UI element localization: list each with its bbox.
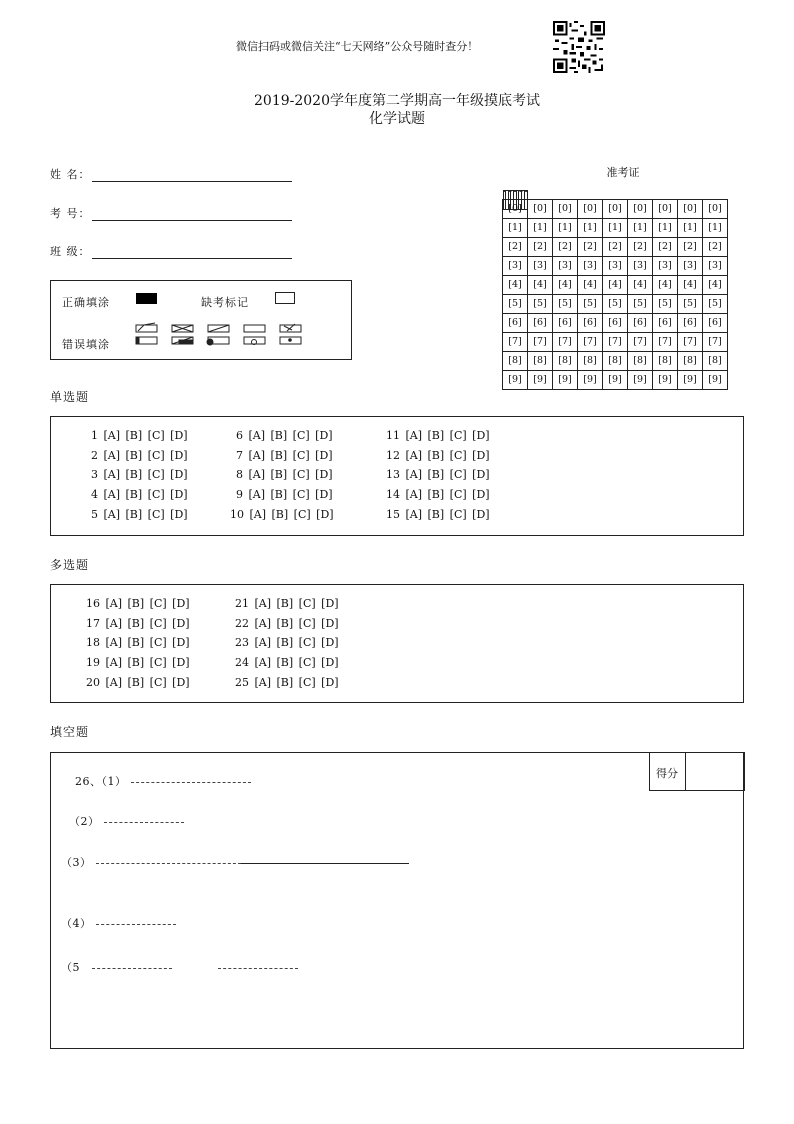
grid-write-cell[interactable]	[524, 190, 527, 209]
grid-digit-bubble[interactable]: [0]	[628, 200, 653, 219]
grid-digit-bubble[interactable]: [8]	[653, 352, 678, 371]
correct-fill-label: 正确填涂	[62, 296, 110, 309]
q26-part3-blank[interactable]	[96, 862, 241, 864]
exam-number-label: 考 号：	[50, 207, 91, 220]
grid-digit-bubble[interactable]: [6]	[678, 314, 703, 333]
class-field[interactable]	[92, 258, 292, 259]
grid-digit-bubble[interactable]: [9]	[578, 371, 603, 390]
grid-digit-bubble[interactable]: [8]	[503, 352, 528, 371]
grid-digit-bubble[interactable]: [6]	[553, 314, 578, 333]
answer-row[interactable]: 19 [A] [B] [C] [D]	[86, 656, 190, 669]
multi-choice-box	[50, 584, 744, 703]
grid-digit-bubble[interactable]: [0]	[603, 200, 628, 219]
grid-digit-bubble[interactable]: [5]	[653, 295, 678, 314]
score-input-cell[interactable]	[685, 752, 745, 791]
grid-digit-bubble[interactable]: [6]	[703, 314, 728, 333]
grid-digit-bubble[interactable]: [3]	[528, 257, 553, 276]
grid-digit-bubble[interactable]: [3]	[603, 257, 628, 276]
grid-digit-bubble[interactable]: [6]	[603, 314, 628, 333]
grid-digit-bubble[interactable]: [5]	[603, 295, 628, 314]
grid-digit-bubble[interactable]: [6]	[628, 314, 653, 333]
grid-digit-bubble[interactable]: [9]	[703, 371, 728, 390]
grid-digit-bubble[interactable]: [8]	[703, 352, 728, 371]
answer-row[interactable]: 22 [A] [B] [C] [D]	[235, 617, 339, 630]
q26-part5	[61, 959, 298, 975]
grid-digit-bubble[interactable]: [8]	[628, 352, 653, 371]
grid-digit-bubble[interactable]: [0]	[653, 200, 678, 219]
grid-digit-bubble[interactable]: [5]	[503, 295, 528, 314]
grid-digit-bubble[interactable]: [9]	[553, 371, 578, 390]
grid-digit-bubble[interactable]: [9]	[528, 371, 553, 390]
answer-row[interactable]: 8 [A] [B] [C] [D]	[236, 468, 333, 481]
grid-digit-bubble[interactable]: [1]	[703, 219, 728, 238]
grid-digit-bubble[interactable]: [5]	[628, 295, 653, 314]
answer-row[interactable]: 7 [A] [B] [C] [D]	[236, 449, 333, 462]
answer-row[interactable]: 16 [A] [B] [C] [D]	[86, 597, 190, 610]
answer-row[interactable]: 25 [A] [B] [C] [D]	[235, 676, 339, 689]
grid-digit-bubble[interactable]: [5]	[553, 295, 578, 314]
grid-digit-bubble[interactable]: [5]	[703, 295, 728, 314]
grid-digit-bubble[interactable]: [3]	[503, 257, 528, 276]
absent-mark-label: 缺考标记	[201, 296, 249, 309]
grid-digit-bubble[interactable]: [8]	[578, 352, 603, 371]
fill-blank-box	[50, 752, 744, 1049]
grid-digit-bubble[interactable]: [1]	[678, 219, 703, 238]
q26-part1-label: 26、（1）	[75, 775, 127, 788]
grid-digit-bubble[interactable]: [1]	[503, 219, 528, 238]
answer-row[interactable]: 15 [A] [B] [C] [D]	[386, 508, 490, 521]
grid-digit-bubble[interactable]: [1]	[628, 219, 653, 238]
q26-part5-blank-1[interactable]	[92, 967, 172, 969]
grid-digit-bubble[interactable]: [6]	[528, 314, 553, 333]
admission-number-grid[interactable]	[502, 180, 728, 390]
grid-digit-bubble[interactable]: [5]	[578, 295, 603, 314]
multi-choice-title: 多选题	[50, 558, 90, 572]
admission-grid-title: 准考证	[606, 166, 640, 179]
grid-digit-bubble[interactable]: [7]	[503, 333, 528, 352]
grid-digit-bubble[interactable]: [4]	[553, 276, 578, 295]
q26-part3-label: （3）	[61, 856, 92, 869]
grid-digit-bubble[interactable]: [0]	[503, 200, 528, 219]
grid-digit-bubble[interactable]: [7]	[528, 333, 553, 352]
answer-row[interactable]: 11 [A] [B] [C] [D]	[386, 429, 490, 442]
grid-digit-bubble[interactable]: [4]	[653, 276, 678, 295]
grid-digit-bubble[interactable]: [0]	[678, 200, 703, 219]
grid-digit-bubble[interactable]: [4]	[703, 276, 728, 295]
grid-digit-bubble[interactable]: [4]	[603, 276, 628, 295]
grid-digit-bubble[interactable]: [2]	[603, 238, 628, 257]
grid-digit-bubble[interactable]: [7]	[628, 333, 653, 352]
single-choice-box	[50, 416, 744, 536]
answer-row[interactable]: 24 [A] [B] [C] [D]	[235, 656, 339, 669]
grid-digit-bubble[interactable]: [4]	[528, 276, 553, 295]
grid-digit-bubble[interactable]: [3]	[703, 257, 728, 276]
exam-number-field[interactable]	[92, 220, 292, 221]
answer-row[interactable]: 9 [A] [B] [C] [D]	[236, 488, 333, 501]
q26-part1-blank[interactable]	[131, 781, 251, 783]
grid-digit-bubble[interactable]: [8]	[528, 352, 553, 371]
grid-digit-bubble[interactable]: [2]	[678, 238, 703, 257]
answer-row[interactable]: 18 [A] [B] [C] [D]	[86, 636, 190, 649]
q26-part5-label: （5	[61, 961, 80, 974]
wrong-fill-samples-icon	[135, 322, 310, 346]
grid-digit-bubble[interactable]: [4]	[503, 276, 528, 295]
q26-part3-blank-solid[interactable]	[241, 862, 409, 864]
q26-part1	[75, 773, 251, 789]
grid-digit-bubble[interactable]: [0]	[703, 200, 728, 219]
answer-row[interactable]: 6 [A] [B] [C] [D]	[236, 429, 333, 442]
grid-digit-bubble[interactable]: [8]	[553, 352, 578, 371]
grid-digit-bubble[interactable]: [2]	[528, 238, 553, 257]
exam-subtitle: 化学试题	[369, 111, 425, 127]
answer-row[interactable]: 13 [A] [B] [C] [D]	[386, 468, 490, 481]
grid-digit-bubble[interactable]: [7]	[653, 333, 678, 352]
grid-digit-bubble[interactable]: [7]	[703, 333, 728, 352]
name-label: 姓 名：	[50, 168, 91, 181]
correct-fill-sample-icon	[136, 293, 157, 304]
grid-digit-bubble[interactable]: [3]	[678, 257, 703, 276]
grid-digit-bubble[interactable]: [2]	[653, 238, 678, 257]
answer-row[interactable]: 17 [A] [B] [C] [D]	[86, 617, 190, 630]
grid-digit-bubble[interactable]: [0]	[578, 200, 603, 219]
q26-part2	[69, 813, 184, 829]
q26-part2-label: （2）	[69, 815, 100, 828]
answer-row[interactable]: 2 [A] [B] [C] [D]	[91, 449, 188, 462]
grid-digit-bubble[interactable]: [8]	[678, 352, 703, 371]
grid-digit-bubble[interactable]: [7]	[578, 333, 603, 352]
grid-digit-bubble[interactable]: [0]	[553, 200, 578, 219]
grid-digit-bubble[interactable]: [3]	[553, 257, 578, 276]
answer-row[interactable]: 23 [A] [B] [C] [D]	[235, 636, 339, 649]
absent-mark-box[interactable]	[275, 292, 295, 304]
grid-digit-bubble[interactable]: [2]	[553, 238, 578, 257]
grid-digit-bubble[interactable]: [1]	[553, 219, 578, 238]
grid-digit-bubble[interactable]: [0]	[528, 200, 553, 219]
grid-digit-bubble[interactable]: [4]	[678, 276, 703, 295]
q26-part5-blank-2[interactable]	[218, 967, 298, 969]
q26-part4-blank[interactable]	[96, 923, 176, 925]
q26-part4	[61, 915, 176, 931]
grid-digit-bubble[interactable]: [6]	[653, 314, 678, 333]
answer-row[interactable]: 10 [A] [B] [C] [D]	[230, 508, 334, 521]
grid-digit-bubble[interactable]: [6]	[578, 314, 603, 333]
fill-legend	[50, 280, 352, 360]
grid-digit-bubble[interactable]: [7]	[603, 333, 628, 352]
grid-digit-bubble[interactable]: [3]	[653, 257, 678, 276]
grid-digit-bubble[interactable]: [9]	[678, 371, 703, 390]
wrong-fill-label: 错误填涂	[62, 338, 110, 351]
answer-row[interactable]: 20 [A] [B] [C] [D]	[86, 676, 190, 689]
answer-row[interactable]: 1 [A] [B] [C] [D]	[91, 429, 188, 442]
grid-digit-bubble[interactable]: [5]	[678, 295, 703, 314]
grid-digit-bubble[interactable]: [4]	[578, 276, 603, 295]
grid-digit-bubble[interactable]: [4]	[628, 276, 653, 295]
grid-digit-bubble[interactable]: [1]	[603, 219, 628, 238]
exam-title: 2019-2020学年度第二学期高一年级摸底考试	[254, 93, 540, 109]
q26-part4-label: （4）	[61, 917, 92, 930]
answer-row[interactable]: 21 [A] [B] [C] [D]	[235, 597, 339, 610]
grid-digit-bubble[interactable]: [3]	[578, 257, 603, 276]
score-label-cell	[649, 752, 686, 791]
fill-blank-title: 填空题	[50, 725, 90, 739]
scan-notice: 微信扫码或微信关注“七天网络”公众号随时查分！	[236, 40, 479, 53]
grid-digit-bubble[interactable]: [2]	[578, 238, 603, 257]
grid-digit-bubble[interactable]: [3]	[628, 257, 653, 276]
grid-digit-bubble[interactable]: [9]	[603, 371, 628, 390]
answer-row[interactable]: 5 [A] [B] [C] [D]	[91, 508, 188, 521]
grid-digit-bubble[interactable]: [7]	[553, 333, 578, 352]
qr-code-icon[interactable]	[553, 21, 605, 73]
score-label: 得分	[656, 767, 678, 780]
grid-digit-bubble[interactable]: [5]	[528, 295, 553, 314]
grid-digit-bubble[interactable]: [9]	[628, 371, 653, 390]
answer-row[interactable]: 3 [A] [B] [C] [D]	[91, 468, 188, 481]
name-field[interactable]	[92, 181, 292, 182]
grid-digit-bubble[interactable]: [2]	[703, 238, 728, 257]
q26-part3	[61, 854, 409, 870]
grid-digit-bubble[interactable]: [9]	[653, 371, 678, 390]
grid-digit-bubble[interactable]: [1]	[653, 219, 678, 238]
grid-digit-bubble[interactable]: [2]	[503, 238, 528, 257]
answer-row[interactable]: 4 [A] [B] [C] [D]	[91, 488, 188, 501]
grid-digit-bubble[interactable]: [6]	[503, 314, 528, 333]
grid-digit-bubble[interactable]: [9]	[503, 371, 528, 390]
grid-digit-bubble[interactable]: [2]	[628, 238, 653, 257]
answer-row[interactable]: 14 [A] [B] [C] [D]	[386, 488, 490, 501]
single-choice-title: 单选题	[50, 390, 90, 404]
class-label: 班 级：	[50, 245, 91, 258]
grid-digit-bubble[interactable]: [1]	[528, 219, 553, 238]
q26-part2-blank[interactable]	[104, 821, 184, 823]
grid-digit-bubble[interactable]: [7]	[678, 333, 703, 352]
answer-row[interactable]: 12 [A] [B] [C] [D]	[386, 449, 490, 462]
grid-digit-bubble[interactable]: [1]	[578, 219, 603, 238]
grid-digit-bubble[interactable]: [8]	[603, 352, 628, 371]
